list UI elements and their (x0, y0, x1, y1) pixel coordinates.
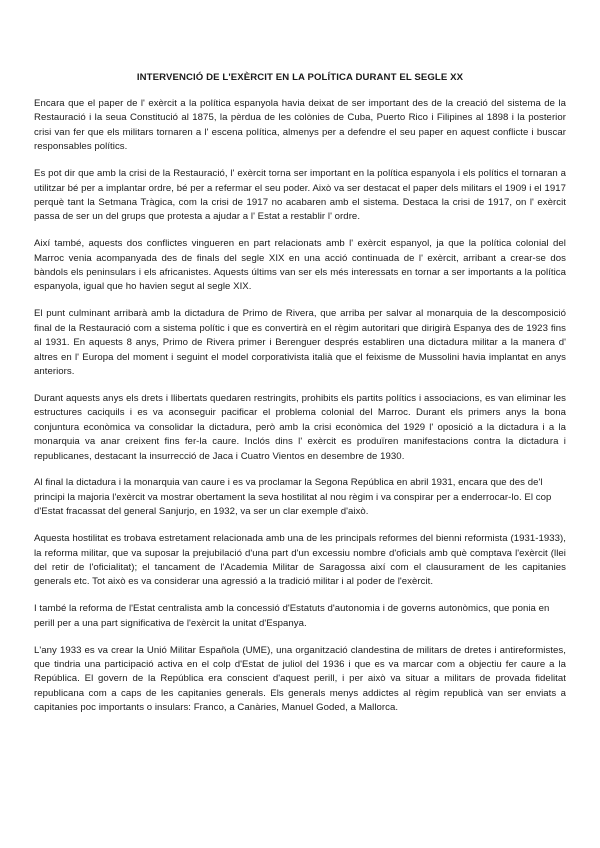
paragraph-estatuts-autonomia: I també la reforma de l'Estat centralista amb la concessió d'Estatuts d'autonomia i de governs autonòmics, que ponia en perill per a una part significativa de l'exèrcit la unitat d'Espanya. (34, 603, 550, 629)
paragraph-primo-de-rivera: El punt culminant arribarà amb la dictadura de Primo de Rivera, que arriba per salvar al monarquia de la descomposició final de la Restauració com a sistema polític i que es convertirà en el règim autoritari que dirigirà Espanya des de 1923 fins al 1931. En aquests 8 anys, Primo de Rivera primer i Berenguer després establiren una dictadura militar a la manera d' altres en l' Europa del moment i seguint el model corporativista italià que el feixisme de Mussolini havia implantat en anys anteriors. (34, 308, 566, 377)
paragraph-crisi-restauracio: Es pot dir que amb la crisi de la Restauració, l' exèrcit torna ser important en la política espanyola i els polítics el tornaran a utilitzar bé per a implantar ordre, bé per a refermar el seu poder. Això va ser destacat el paper dels militars el 1909 i el 1917 perquè tant la Setmana Tràgica, com la crisi de 1917 no acabaren amb el sistema. Destaca la crisi de 1917, on l' exèrcit passa de ser un del grups que protesta a ajudar a l' Estat a restablir l' ordre. (34, 168, 566, 223)
document-page (34, 72, 566, 728)
paragraph-restauracio: Encara que el paper de l' exèrcit a la política espanyola havia deixat de ser important des de la creació del sistema de la Restauració i la seua Constitució al 1875, la pèrdua de les colònies de Cuba, Puerto Rico i Filipines al 1898 i la posterior crisi van fer que els militars tornaren a l' escena política, almenys per a defendre el seu paper en aquest conflicte i buscar responsables polítics. (34, 98, 566, 153)
paragraph-ume: L'any 1933 es va crear la Unió Militar Española (UME), una organització clandestina de militars de dretes i antireformistes, que tindria una participació activa en el colp d'Estat de juliol del 1936 i que es va marcar com a objectiu fer caure a la República. El govern de la República era conscient d'aquest perill, i per això va situar a militars de provada fidelitat republicana com a caps de les capitanies generals. Els generals menys addictes al règim republicà van ser enviats a capitanies poc importants o insulars: Franco, a Canàries, Manuel Goded, a Mallorca. (34, 644, 566, 714)
paragraph-marroc: Així també, aquests dos conflictes vingueren en part relacionats amb l' exèrcit espanyol, ja que la política colonial del Marroc venia acompanyada des de finals del segle XIX en una acció continuada de l' exèrcit, arribant a crear-se dos bàndols els peninsulars i els africanistes. Aquests últims van ser els més interessats en tornar a ser importants a la política espanyola, igual que ho havien segut al segle XIX. (34, 238, 566, 293)
paragraph-reforma-militar: Aquesta hostilitat es trobava estretament relacionada amb una de les principals reformes del bienni reformista (1931-1933), la reforma militar, que va suposar la prejubilació d'una part d'un excessiu nombre d'oficials amb què comptava l'exèrcit (llei del retir de l'oficialitat); el tancament de l'Academia Militar de Saragossa així com el clausurament de les capitanies generals etc. Tot això es va considerar una agressió a la tradició militar i al poder de l'exèrcit. (34, 533, 566, 588)
paragraph-drets-llibertats: Durant aquests anys els drets i llibertats quedaren restringits, prohibits els partits polítics i associacions, es van eliminar les estructures caciquils i es va aconseguir pacificar el problema colonial del Marroc. Durant els primers anys la bona conjuntura econòmica va consolidar la dictadura, però amb la crisi econòmica del 1929 l' oposició a la dictadura i a la monarquia va anar creixent fins fer-la caure. Inclós dins l' exèrcit es produïren manifestacions contra la dictadura i republicanes, destacant la insurrecció de Jaca i Cuatro Vientos en desembre de 1930. (34, 392, 566, 462)
paragraph-segona-republica: Al final la dictadura i la monarquia van caure i es va proclamar la Segona República en abril 1931, encara que des de'l principi la majoria l'exèrcit va mostrar obertament la seva hostilitat al nou règim i va conspirar per a enderrocar-lo. El cop d'Estat fracassat del general Sanjurjo, en 1932, va ser un clar exemple d'això. (34, 477, 552, 518)
document-title: INTERVENCIÓ DE L'EXÈRCIT EN LA POLÍTICA DURANT EL SEGLE XX (136, 72, 464, 83)
